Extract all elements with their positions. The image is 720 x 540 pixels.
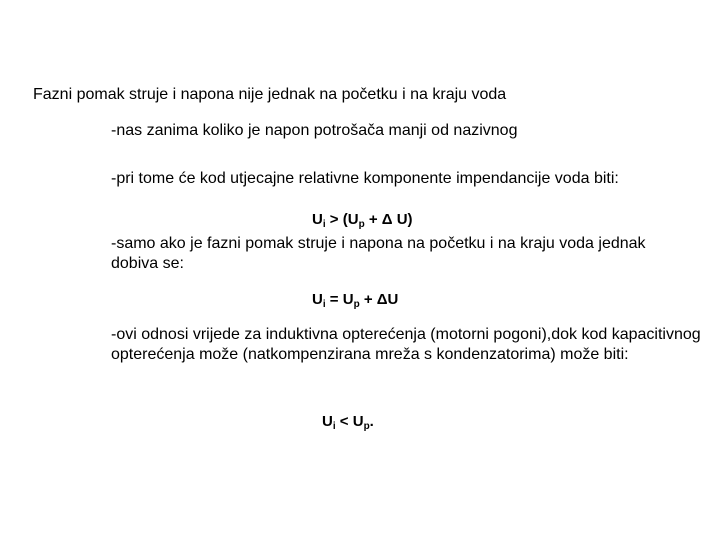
- formula-2-tail: + ΔU: [359, 291, 399, 308]
- formula-3-u: U: [322, 413, 333, 430]
- formula-2-u: U: [312, 291, 323, 308]
- formula-3-sub-i: i: [332, 421, 336, 432]
- formula-2-mid: = U: [325, 291, 354, 308]
- formula-3-sub-p: p: [363, 421, 370, 432]
- paragraph-2: -pri tome će kod utjecajne relativne komponente impendancije voda biti:: [111, 170, 619, 187]
- formula-1-tail: + Δ U): [364, 211, 413, 228]
- formula-1-mid: > (U: [325, 211, 359, 228]
- paragraph-1: -nas zanima koliko je napon potrošača manji od nazivnog: [111, 122, 518, 139]
- formula-3: [322, 412, 374, 437]
- paragraph-4: -ovi odnosi vrijede za induktivna opterećenja (motorni pogoni),dok kod kapacitivnog opterećenja može (natkompenzirana mreža s kondenzatorima) može biti:: [111, 326, 701, 363]
- formula-1-sub-p: p: [358, 219, 365, 230]
- formula-2: [312, 290, 398, 315]
- paragraph-3: -samo ako je fazni pomak struje i napona na početku i na kraju voda jednak dobiva se:: [111, 235, 646, 272]
- formula-1-u: U: [312, 211, 323, 228]
- formula-3-mid: < U: [335, 413, 364, 430]
- formula-2-sub-p: p: [353, 299, 360, 310]
- formula-1-sub-i: i: [322, 219, 326, 230]
- formula-1: [312, 210, 413, 235]
- formula-2-sub-i: i: [322, 299, 326, 310]
- heading-text: Fazni pomak struje i napona nije jednak na početku i na kraju voda: [33, 86, 507, 103]
- formula-3-tail: .: [369, 413, 374, 430]
